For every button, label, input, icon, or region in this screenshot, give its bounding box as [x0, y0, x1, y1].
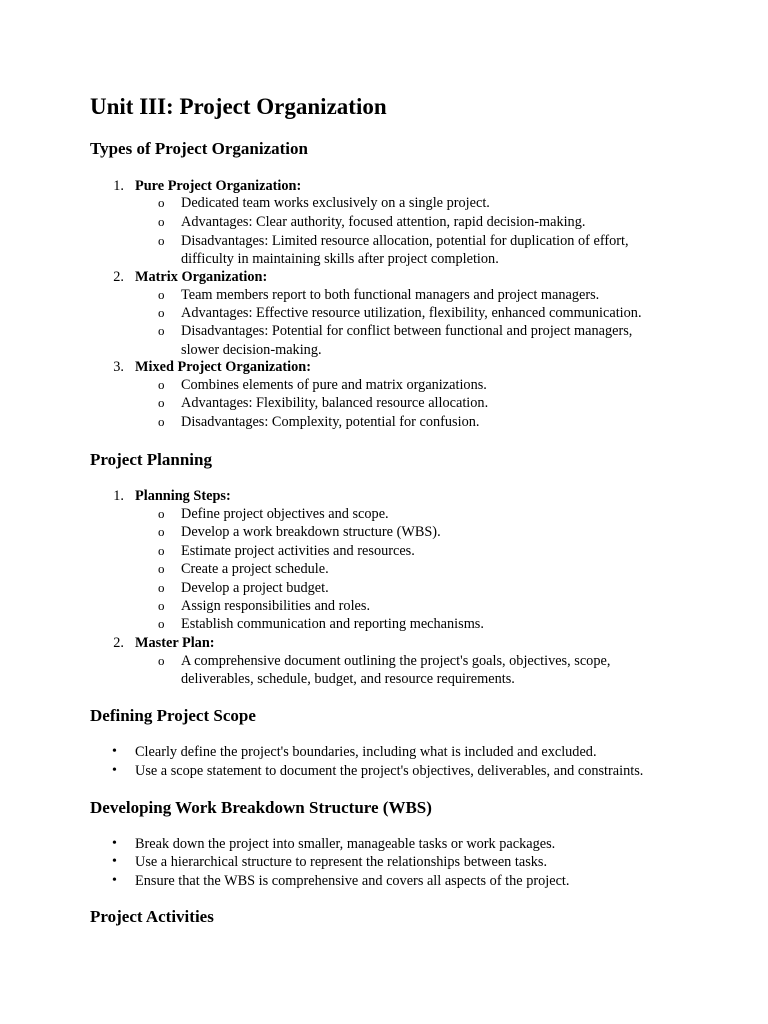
- sub-bullet-marker: o: [158, 598, 165, 613]
- section-heading-planning: Project Planning: [90, 450, 212, 469]
- list-number: 1.: [113, 488, 124, 504]
- sub-item-text: Develop a project budget.: [181, 580, 329, 596]
- sub-item-text: deliverables, schedule, budget, and resource requirements.: [181, 671, 515, 687]
- sub-bullet-marker: o: [158, 616, 165, 631]
- sub-item-text: A comprehensive document outlining the project's goals, objectives, scope,: [181, 653, 611, 669]
- sub-item-text: Develop a work breakdown structure (WBS).: [181, 524, 441, 540]
- sub-bullet-marker: o: [158, 195, 165, 210]
- sub-item-text: Create a project schedule.: [181, 561, 329, 577]
- section-heading-scope: Defining Project Scope: [90, 706, 256, 725]
- bullet-marker: •: [112, 873, 117, 888]
- bullet-text: Use a scope statement to document the project's objectives, deliverables, and constraints.: [135, 763, 644, 779]
- list-number: 2.: [113, 269, 124, 285]
- sub-bullet-marker: o: [158, 214, 165, 229]
- sub-bullet-marker: o: [158, 524, 165, 539]
- list-number: 1.: [113, 178, 124, 194]
- sub-item-text: Define project objectives and scope.: [181, 506, 389, 522]
- sub-item-text: Advantages: Flexibility, balanced resource allocation.: [181, 395, 489, 411]
- bullet-text: Break down the project into smaller, manageable tasks or work packages.: [135, 836, 556, 852]
- sub-item-text: Team members report to both functional managers and project managers.: [181, 287, 600, 303]
- list-item-label: Master Plan:: [135, 635, 215, 651]
- bullet-text: Clearly define the project's boundaries, including what is included and excluded.: [135, 744, 597, 760]
- sub-item-text: Disadvantages: Limited resource allocation, potential for duplication of effort,: [181, 233, 629, 249]
- sub-item-text: Disadvantages: Potential for conflict between functional and project managers,: [181, 323, 633, 339]
- section-heading-types: Types of Project Organization: [90, 139, 308, 158]
- sub-bullet-marker: o: [158, 543, 165, 558]
- sub-bullet-marker: o: [158, 580, 165, 595]
- list-item-label: Matrix Organization:: [135, 269, 268, 285]
- page-title: Unit III: Project Organization: [90, 94, 387, 119]
- sub-bullet-marker: o: [158, 287, 165, 302]
- bullet-marker: •: [112, 763, 117, 778]
- sub-bullet-marker: o: [158, 653, 165, 668]
- sub-bullet-marker: o: [158, 506, 165, 521]
- bullet-text: Ensure that the WBS is comprehensive and covers all aspects of the project.: [135, 873, 570, 889]
- sub-item-text: Advantages: Effective resource utilization, flexibility, enhanced communication.: [181, 305, 642, 321]
- sub-bullet-marker: o: [158, 233, 165, 248]
- sub-bullet-marker: o: [158, 377, 165, 392]
- bullet-marker: •: [112, 744, 117, 759]
- sub-bullet-marker: o: [158, 305, 165, 320]
- list-item-label: Pure Project Organization:: [135, 178, 302, 194]
- bullet-marker: •: [112, 854, 117, 869]
- sub-item-text: Disadvantages: Complexity, potential for confusion.: [181, 414, 480, 430]
- sub-item-text: Advantages: Clear authority, focused attention, rapid decision-making.: [181, 214, 586, 230]
- sub-bullet-marker: o: [158, 414, 165, 429]
- sub-item-text: Dedicated team works exclusively on a single project.: [181, 195, 490, 211]
- sub-item-text: Combines elements of pure and matrix organizations.: [181, 377, 487, 393]
- bullet-marker: •: [112, 836, 117, 851]
- sub-item-text: Establish communication and reporting mechanisms.: [181, 616, 484, 632]
- bullet-text: Use a hierarchical structure to represent the relationships between tasks.: [135, 854, 548, 870]
- list-item-label: Planning Steps:: [135, 488, 231, 504]
- sub-item-text: Assign responsibilities and roles.: [181, 598, 371, 614]
- list-number: 2.: [113, 635, 124, 651]
- list-number: 3.: [113, 359, 124, 375]
- sub-item-text: slower decision-making.: [181, 342, 322, 358]
- sub-item-text: Estimate project activities and resources.: [181, 543, 415, 559]
- list-item-label: Mixed Project Organization:: [135, 359, 312, 375]
- sub-item-text: difficulty in maintaining skills after project completion.: [181, 251, 499, 267]
- section-heading-activities: Project Activities: [90, 907, 214, 926]
- section-heading-wbs: Developing Work Breakdown Structure (WBS): [90, 798, 432, 817]
- sub-bullet-marker: o: [158, 561, 165, 576]
- sub-bullet-marker: o: [158, 395, 165, 410]
- sub-bullet-marker: o: [158, 323, 165, 338]
